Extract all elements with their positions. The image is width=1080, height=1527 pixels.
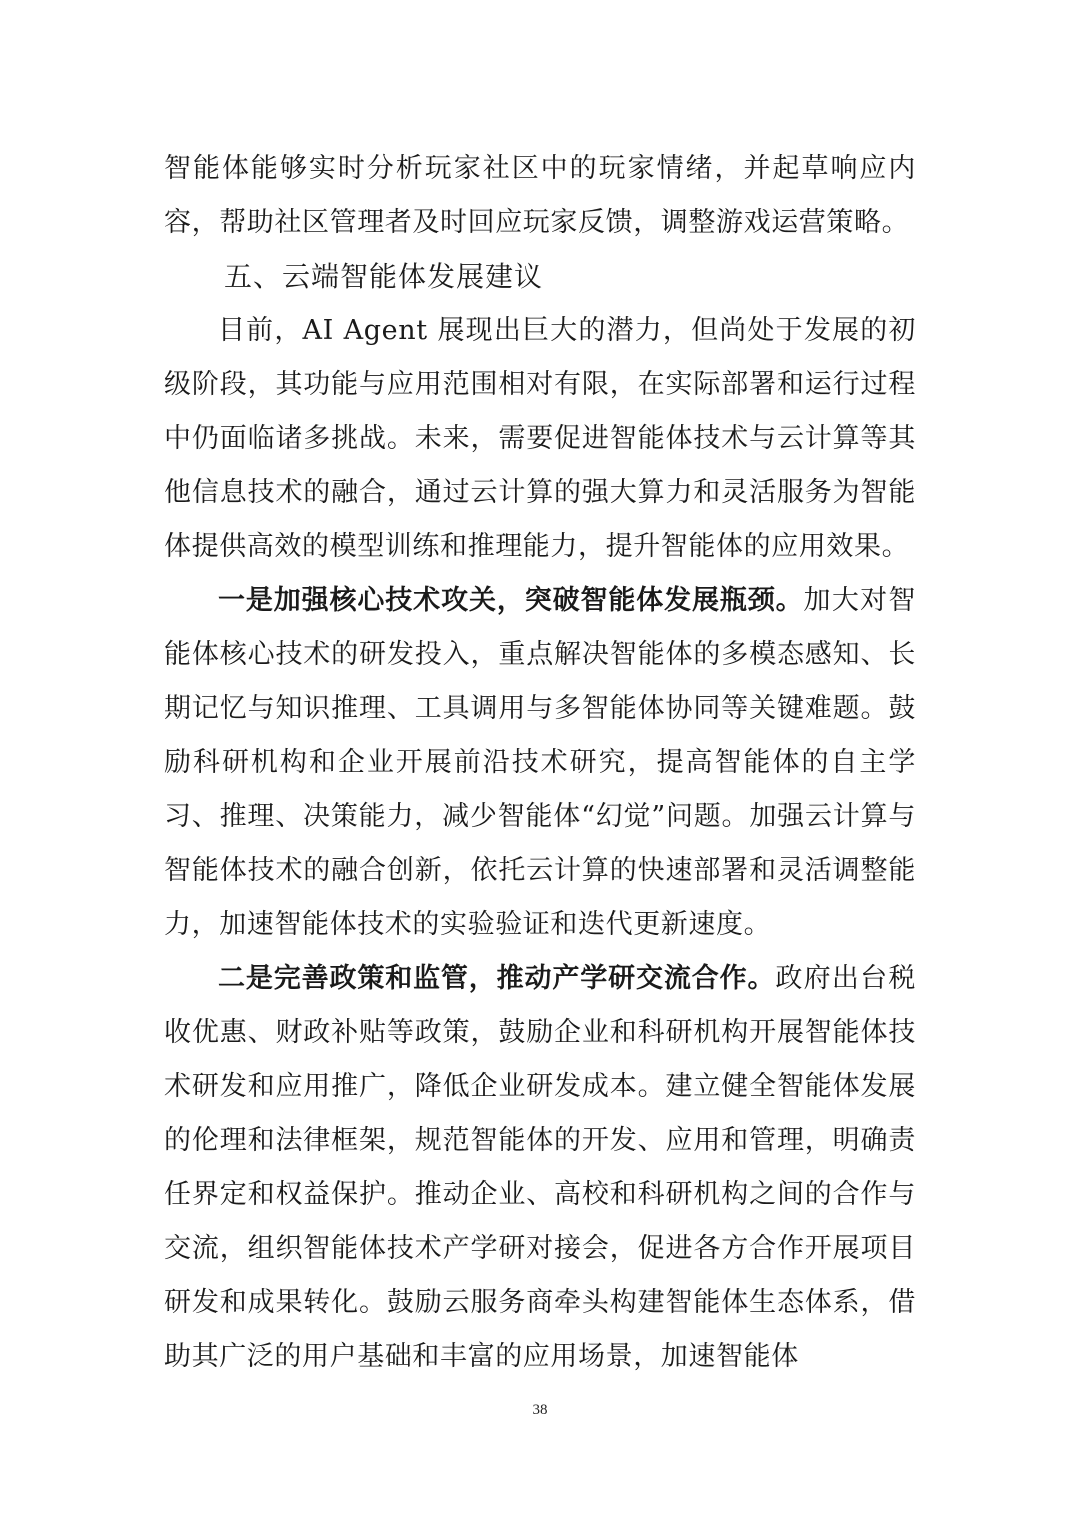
- continued-paragraph: 智能体能够实时分析玩家社区中的玩家情绪，并起草响应内容，帮助社区管理者及时回应玩家反馈，调整游戏运营策略。: [164, 153, 916, 238]
- recommendation-1-lead: 一是加强核心技术攻关，突破智能体发展瓶颈。: [218, 585, 804, 616]
- recommendation-2-lead: 二是完善政策和监管，推动产学研交流合作。: [218, 963, 776, 994]
- page-body: [164, 142, 916, 1384]
- recommendation-1-body: 加大对智能体核心技术的研发投入，重点解决智能体的多模态感知、长期记忆与知识推理、工具调用与多智能体协同等关键难题。鼓励科研机构和企业开展前沿技术研究，提高智能体的自主学习、推理、决策能力，减少智能体“幻觉”问题。加强云计算与智能体技术的融合创新，依托云计算的快速部署和灵活调整能力，加速智能体技术的实验验证和迭代更新速度。: [164, 585, 916, 940]
- page-number: 38: [532, 1402, 548, 1418]
- recommendation-2-body: 政府出台税收优惠、财政补贴等政策，鼓励企业和科研机构开展智能体技术研发和应用推广，降低企业研发成本。建立健全智能体发展的伦理和法律框架，规范智能体的开发、应用和管理，明确责任界定和权益保护。推动企业、高校和科研机构之间的合作与交流，组织智能体技术产学研对接会，促进各方合作开展项目研发和成果转化。鼓励云服务商牵头构建智能体生态体系，借助其广泛的用户基础和丰富的应用场景，加速智能体: [164, 963, 917, 1372]
- intro-paragraph: 目前，AI Agent 展现出巨大的潜力，但尚处于发展的初级阶段，其功能与应用范围相对有限，在实际部署和运行过程中仍面临诸多挑战。未来，需要促进智能体技术与云计算等其他信息技术的融合，通过云计算的强大算力和灵活服务为智能体提供高效的模型训练和推理能力，提升智能体的应用效果。: [164, 315, 916, 562]
- section-heading: 五、云端智能体发展建议: [224, 260, 544, 293]
- recommendation-paragraph-2: [164, 952, 916, 1384]
- recommendation-paragraph-1: [164, 574, 916, 952]
